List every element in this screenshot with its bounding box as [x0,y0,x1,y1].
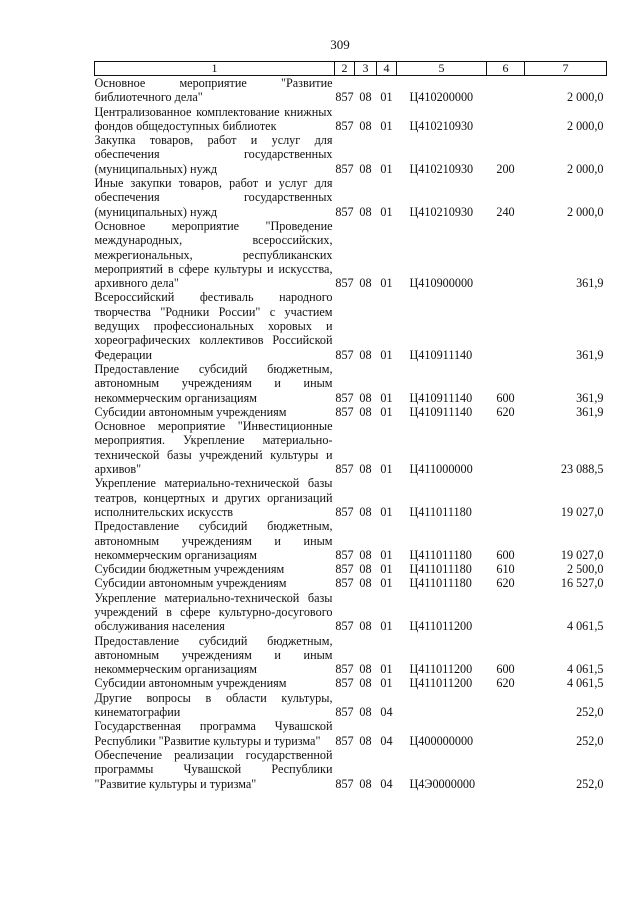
budget-table [94,61,607,791]
table-row [95,562,607,576]
row-subsection: 04 [380,733,393,748]
row-target-article: Ц410210930 [409,204,474,219]
table-row [95,691,607,720]
row-amount: 252,0 [576,776,604,791]
row-expense-type: 200 [496,161,515,176]
row-subsection: 01 [380,662,393,677]
row-subsection: 01 [380,347,393,362]
table-body [95,76,607,791]
column-header-name: 1 [95,62,335,76]
row-section: 08 [359,404,372,419]
row-section: 08 [359,776,372,791]
row-amount: 19 027,0 [560,547,604,562]
table-row [95,591,607,634]
row-expense-type [487,719,525,748]
row-expense-type: 620 [496,404,515,419]
row-section: 08 [359,161,372,176]
table-row [95,748,607,791]
row-grbs: 857 [335,462,354,477]
table-row [95,219,607,290]
row-expense-type [487,76,525,105]
table-header-row [95,62,607,76]
row-section: 08 [359,733,372,748]
table-row [95,634,607,677]
row-target-article: Ц410911140 [409,404,473,419]
row-grbs: 857 [335,662,354,677]
row-grbs: 857 [335,676,354,691]
row-amount: 4 061,5 [566,676,604,691]
row-grbs: 857 [335,276,354,291]
row-subsection: 04 [380,705,393,720]
column-header-target-article: 5 [397,62,487,76]
row-target-article: Ц400000000 [409,733,474,748]
table-row [95,519,607,562]
row-amount: 361,9 [576,347,604,362]
table-row [95,105,607,134]
row-target-article: Ц411011180 [409,562,472,577]
row-name: Укрепление материально-технической базы учреждений в сфере культурно-досугового обслуживания населения [94,590,333,634]
row-amount: 4 061,5 [566,662,604,677]
row-name: Закупка товаров, работ и услуг для обеспечения государственных (муниципальных) нужд [94,133,333,176]
row-target-article: Ц411011180 [409,576,472,591]
row-expense-type [487,105,525,134]
table-row [95,676,607,690]
row-expense-type: 610 [496,562,515,577]
row-name: Предоставление субсидий бюджетным, автономным учреждениям и иным некоммерческим организациям [94,633,333,677]
row-expense-type [487,691,525,720]
row-target-article: Ц410911140 [409,390,473,405]
row-section: 08 [359,562,372,577]
row-name: Государственная программа Чувашской Республики "Развитие культуры и туризма" [94,719,333,748]
row-section: 08 [359,204,372,219]
row-grbs: 857 [335,576,354,591]
row-grbs: 857 [335,347,354,362]
row-name: Предоставление субсидий бюджетным, автономным учреждениям и иным некоммерческим организациям [94,361,333,405]
row-name: Субсидии автономным учреждениям [94,676,287,691]
row-grbs: 857 [335,733,354,748]
row-name: Централизованное комплектование книжных фондов общедоступных библиотек [94,104,333,133]
row-target-article: Ц410210930 [409,118,474,133]
row-name: Субсидии автономным учреждениям [94,576,287,591]
row-name: Субсидии автономным учреждениям [94,404,287,419]
row-expense-type: 620 [496,676,515,691]
row-amount: 2 500,0 [566,562,604,577]
row-amount: 2 000,0 [566,118,604,133]
row-subsection: 01 [380,676,393,691]
table-row [95,290,607,361]
table-row [95,76,607,105]
row-grbs: 857 [335,562,354,577]
row-grbs: 857 [335,776,354,791]
row-grbs: 857 [335,504,354,519]
row-expense-type [487,290,525,361]
row-name: Обеспечение реализации государственной программы Чувашской Республики "Развитие культуры и туризма" [94,747,333,791]
table-row [95,176,607,219]
page-number: 309 [330,37,350,52]
row-amount: 19 027,0 [560,504,604,519]
row-grbs: 857 [335,404,354,419]
column-header-expense-type: 6 [487,62,525,76]
column-header-grbs: 2 [335,62,355,76]
table-row [95,576,607,590]
row-grbs: 857 [335,161,354,176]
row-amount: 252,0 [576,733,604,748]
row-expense-type: 620 [496,576,515,591]
row-subsection: 01 [380,562,393,577]
row-amount: 361,9 [576,404,604,419]
row-target-article: Ц411011200 [409,619,473,634]
row-subsection: 01 [380,504,393,519]
row-name: Иные закупки товаров, работ и услуг для обеспечения государственных (муниципальных) нужд [94,176,333,219]
row-target-article: Ц410210930 [409,161,474,176]
row-amount: 2 000,0 [566,90,604,105]
row-target-article: Ц4Э0000000 [409,776,476,791]
row-subsection: 01 [380,161,393,176]
row-subsection: 01 [380,276,393,291]
row-subsection: 01 [380,390,393,405]
row-subsection: 01 [380,462,393,477]
row-amount: 361,9 [576,276,604,291]
row-name: Основное мероприятие "Инвестиционные мероприятия. Укрепление материально-технической базы учреждений культуры и архивов" [94,419,333,477]
row-target-article: Ц410911140 [409,347,473,362]
row-section: 08 [359,118,372,133]
row-grbs: 857 [335,390,354,405]
row-target-article: Ц410900000 [409,276,474,291]
row-grbs: 857 [335,204,354,219]
column-header-section: 3 [355,62,377,76]
row-expense-type [487,748,525,791]
row-expense-type [487,219,525,290]
row-grbs: 857 [335,118,354,133]
row-amount: 252,0 [576,705,604,720]
row-name: Основное мероприятие "Развитие библиотечного дела" [94,76,333,105]
row-expense-type [487,476,525,519]
row-subsection: 01 [380,118,393,133]
row-section: 08 [359,676,372,691]
row-target-article: Ц410200000 [409,90,474,105]
row-subsection: 01 [380,619,393,634]
row-section: 08 [359,390,372,405]
row-target-article: Ц411011180 [409,504,472,519]
column-header-subsection: 4 [377,62,397,76]
table-row [95,362,607,405]
row-section: 08 [359,276,372,291]
row-name: Субсидии бюджетным учреждениям [94,562,285,577]
row-subsection: 01 [380,547,393,562]
row-target-article: Ц411011180 [409,547,472,562]
table-row [95,419,607,476]
row-amount: 4 061,5 [566,619,604,634]
row-section: 08 [359,462,372,477]
row-grbs: 857 [335,547,354,562]
row-amount: 2 000,0 [566,161,604,176]
row-section: 08 [359,90,372,105]
row-target-article: Ц411000000 [409,462,473,477]
row-expense-type [487,419,525,476]
row-expense-type: 240 [496,204,515,219]
row-section: 08 [359,547,372,562]
row-section: 08 [359,347,372,362]
table-row [95,405,607,419]
row-subsection: 01 [380,404,393,419]
row-subsection: 01 [380,90,393,105]
table-row [95,476,607,519]
row-expense-type: 600 [496,390,515,405]
row-section: 08 [359,662,372,677]
table-row [95,719,607,748]
row-subsection: 04 [380,776,393,791]
row-subsection: 01 [380,576,393,591]
column-header-amount: 7 [525,62,607,76]
row-name: Другие вопросы в области культуры, кинематографии [94,690,333,720]
row-expense-type: 600 [496,547,515,562]
row-amount: 361,9 [576,390,604,405]
row-amount: 16 527,0 [560,576,604,591]
row-grbs: 857 [335,705,354,720]
row-section: 08 [359,576,372,591]
row-target-article [397,691,487,720]
row-name: Основное мероприятие "Проведение международных, всероссийских, межрегиональных, республиканских мероприятий в сфере культуры и искусства, архивного дела" [94,218,333,291]
row-name: Всероссийский фестиваль народного творчества "Родники России" с участием ведущих профессиональных хоровых и хореографических коллективов Российской Федерации [94,290,333,362]
row-amount: 2 000,0 [566,204,604,219]
table-row [95,133,607,176]
row-name: Предоставление субсидий бюджетным, автономным учреждениям и иным некоммерческим организациям [94,519,333,562]
row-subsection: 01 [380,204,393,219]
row-section: 08 [359,705,372,720]
row-name: Укрепление материально-технической базы театров, концертных и других организаций исполнительских искусств [94,476,333,519]
row-expense-type: 600 [496,662,515,677]
row-section: 08 [359,619,372,634]
row-amount: 23 088,5 [560,462,604,477]
row-section: 08 [359,504,372,519]
row-grbs: 857 [335,90,354,105]
row-target-article: Ц411011200 [409,676,473,691]
row-grbs: 857 [335,619,354,634]
row-target-article: Ц411011200 [409,662,473,677]
row-expense-type [487,591,525,634]
